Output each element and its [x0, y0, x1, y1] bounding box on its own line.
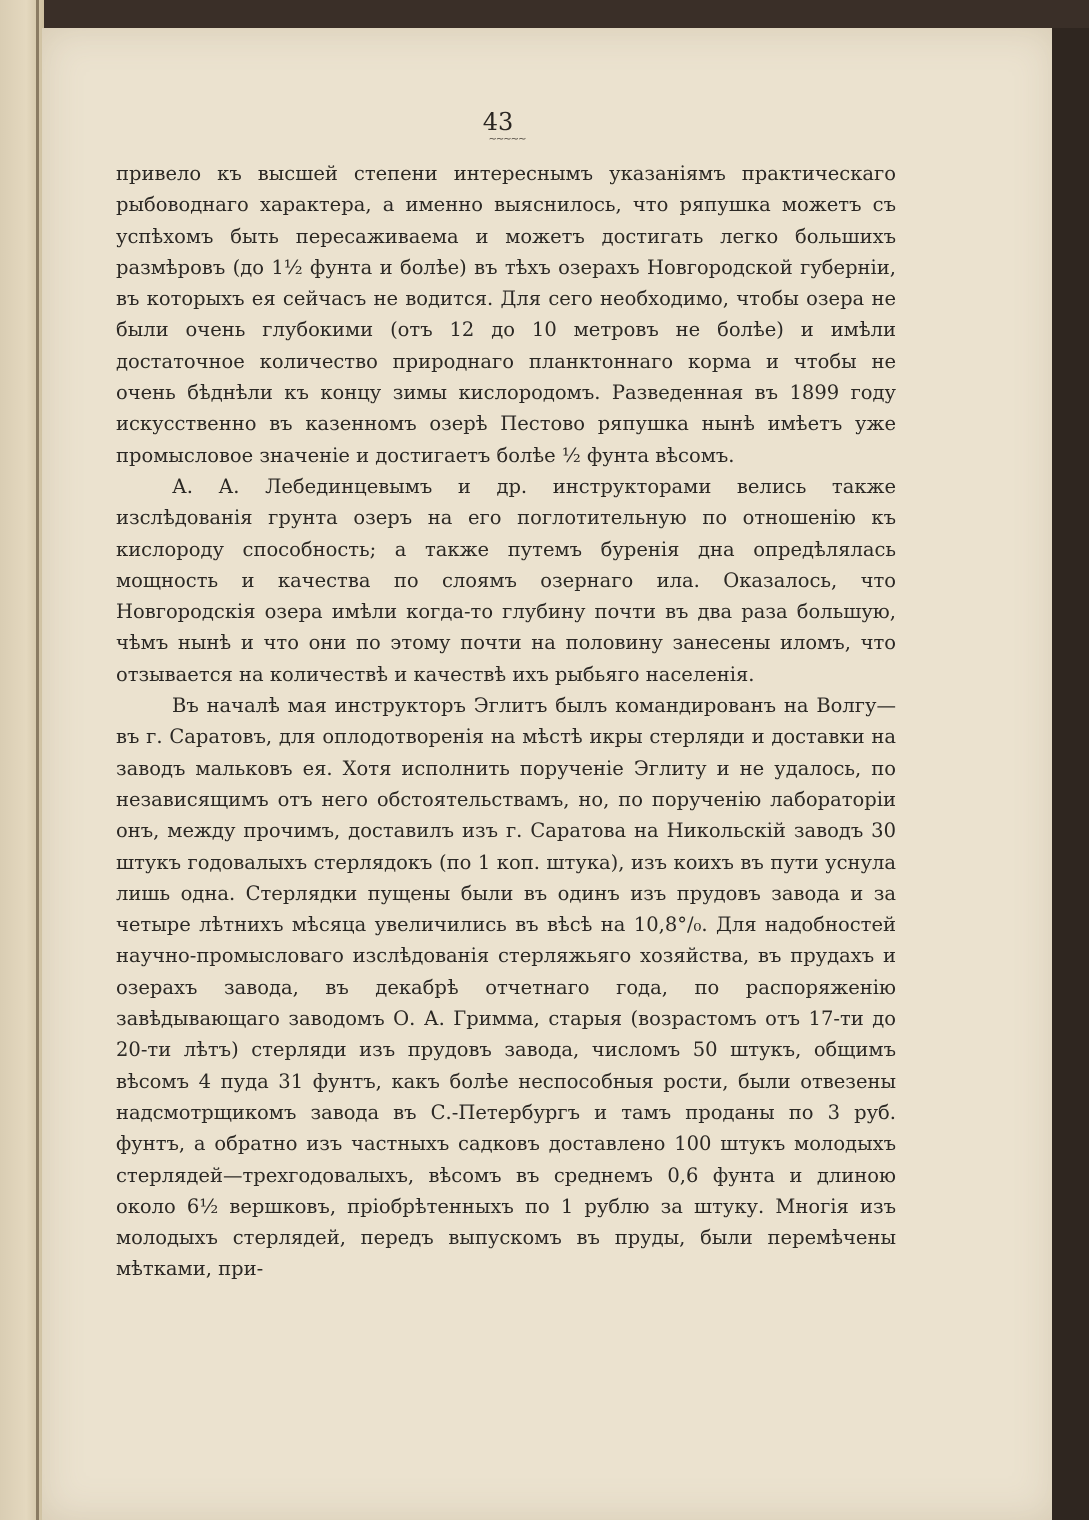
- page-number-ornament: ~~~~~: [488, 134, 526, 145]
- paragraph-3: Въ началѣ мая инструкторъ Эглитъ былъ командированъ на Волгу—въ г. Саратовъ, для оплодотворенія на мѣстѣ икры стерляди и доставки на заводъ мальковъ ея. Хотя исполнить порученіе Эглиту и не удалось, по независящимъ отъ него обстоятельствамъ, но, по порученію лабораторіи онъ, между прочимъ, доставилъ изъ г. Саратова на Никольскій заводъ 30 штукъ годовалыхъ стерлядокъ (по 1 коп. штука), изъ коихъ въ пути уснула лишь одна. Стерлядки пущены были въ одинъ изъ прудовъ завода и за четыре лѣтнихъ мѣсяца увеличились въ вѣсѣ на 10,8°/₀. Для надобностей научно-промысловаго изслѣдованія стерляжьяго хозяйства, въ прудахъ и озерахъ завода, въ декабрѣ отчетнаго года, по распоряженію завѣдывающаго заводомъ О. А. Гримма, старыя (возрастомъ отъ 17-ти до 20-ти лѣтъ) стерляди изъ прудовъ завода, числомъ 50 штукъ, общимъ вѣсомъ 4 пуда 31 фунтъ, какъ болѣе неспособныя рости, были отвезены надсмотрщикомъ завода въ С.-Петербургъ и тамъ проданы по 3 руб. фунтъ, а обратно изъ частныхъ садковъ доставлено 100 штукъ молодыхъ стерлядей—трехгодовалыхъ, вѣсомъ въ среднемъ 0,6 фунта и длиною около 6½ вершковъ, пріобрѣтенныхъ по 1 рублю за штуку. Многія изъ молодыхъ стерлядей, передъ выпускомъ въ пруды, были перемѣчены мѣтками, при-: [116, 694, 896, 1281]
- page-number: 43: [482, 108, 514, 136]
- page-body: [116, 158, 896, 1285]
- paragraph-2: А. А. Лебединцевымъ и др. инструкторами велись также изслѣдованія грунта озеръ на его поглотительную по отношенію къ кислороду способность; а также путемъ буренія дна опредѣлялась мощность и качества по слоямъ озернаго ила. Оказалось, что Новгородскія озера имѣли когда-то глубину почти въ два раза большую, чѣмъ нынѣ и что они по этому почти на половину занесены иломъ, что отзывается на количествѣ и качествѣ ихъ рыбьяго населенія.: [116, 474, 896, 686]
- paragraph-1: привело къ высшей степени интереснымъ указаніямъ практическаго рыбоводнаго характера, а именно выяснилось, что ряпушка можетъ съ успѣхомъ быть пересаживаема и можетъ достигать легко большихъ размѣровъ (до 1½ фунта и болѣе) въ тѣхъ озерахъ Новгородской губерніи, въ которыхъ ея сейчасъ не водится. Для сего необходимо, чтобы озера не были очень глубокими (отъ 12 до 10 метровъ не болѣе) и имѣли достаточное количество природнаго планктоннаго корма и чтобы не очень бѣднѣли къ концу зимы кислородомъ. Разведенная въ 1899 году искусственно въ казенномъ озерѣ Пестово ряпушка нынѣ имѣетъ уже промысловое значеніе и достигаетъ болѣе ½ фунта вѣсомъ.: [116, 162, 896, 467]
- binding-gutter: [36, 0, 39, 1520]
- page-right-margin-shadow: [1052, 28, 1089, 1520]
- book-page: [42, 28, 1056, 1520]
- previous-page-edge: [0, 0, 44, 1520]
